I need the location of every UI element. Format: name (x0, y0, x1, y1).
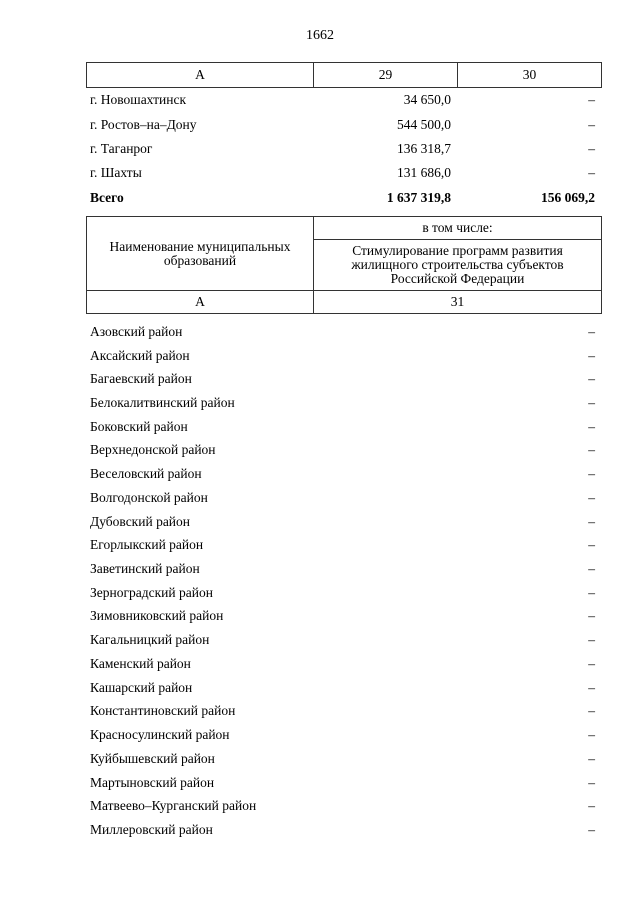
table-row (86, 320, 601, 344)
value-col-31: – (588, 774, 595, 790)
table-row (86, 628, 601, 652)
table-row (86, 161, 601, 185)
municipality-name: г. Ростов–на–Дону (90, 116, 197, 132)
column-header-table (86, 62, 602, 88)
value-col-31: – (588, 703, 595, 719)
municipality-name: Верхнедонской район (90, 442, 216, 458)
value-col-31: – (588, 750, 595, 766)
table-row (86, 557, 601, 581)
municipality-name: Дубовский район (90, 513, 191, 529)
value-col-31: – (588, 821, 595, 837)
table-row (86, 818, 601, 842)
table-row (86, 137, 601, 161)
municipality-name: Боковский район (90, 418, 188, 434)
data-table-top (86, 88, 601, 210)
value-col-30: – (588, 165, 595, 181)
table-row (86, 723, 601, 747)
value-col-30: – (588, 92, 595, 108)
value-col-31: – (588, 489, 595, 505)
table-row (86, 439, 601, 463)
value-col-31: – (588, 323, 595, 339)
table-row (86, 186, 601, 210)
table-row (86, 533, 601, 557)
table-row (86, 747, 601, 771)
value-col-29: 1 637 319,8 (386, 189, 451, 205)
value-col-31: – (588, 418, 595, 434)
table-row (86, 581, 601, 605)
table-row (86, 88, 601, 112)
value-col-31: – (588, 442, 595, 458)
table-row (86, 605, 601, 629)
value-col-31: – (588, 513, 595, 529)
municipality-name: Всего (90, 189, 124, 205)
municipality-name: Куйбышевский район (90, 750, 215, 766)
municipality-name: Каменский район (90, 655, 191, 671)
municipality-name: Багаевский район (90, 371, 192, 387)
value-col-31: – (588, 727, 595, 743)
header-col-a: А (87, 63, 314, 88)
table-row (86, 486, 601, 510)
header2-col-a: А (87, 291, 314, 314)
municipality-name: г. Таганрог (90, 140, 153, 156)
municipality-name: Красносулинский район (90, 727, 230, 743)
municipality-name: Веселовский район (90, 466, 202, 482)
value-col-29: 544 500,0 (397, 116, 451, 132)
value-col-31: – (588, 655, 595, 671)
value-col-29: 131 686,0 (397, 165, 451, 181)
municipality-name: Миллеровский район (90, 821, 213, 837)
municipality-name: Белокалитвинский район (90, 395, 235, 411)
value-col-31: – (588, 679, 595, 695)
municipality-name: Заветинский район (90, 561, 200, 577)
table-row (86, 771, 601, 795)
municipality-name-header: Наименование муниципальных образований (87, 217, 314, 291)
table-row (86, 652, 601, 676)
table-row (86, 415, 601, 439)
value-col-31: – (588, 347, 595, 363)
municipality-name: Мартыновский район (90, 774, 215, 790)
value-col-29: 136 318,7 (397, 140, 451, 156)
value-col-29: 34 650,0 (403, 92, 451, 108)
header-col-30: 30 (458, 63, 602, 88)
table-row (86, 700, 601, 724)
municipality-name: Зерноградский район (90, 584, 213, 600)
table-row (86, 367, 601, 391)
value-col-30: – (588, 140, 595, 156)
municipality-name: Кашарский район (90, 679, 193, 695)
municipality-name: Матвеево–Курганский район (90, 798, 257, 814)
value-col-31: – (588, 561, 595, 577)
value-col-31: – (588, 608, 595, 624)
value-col-31: – (588, 466, 595, 482)
table-row (86, 391, 601, 415)
table-row (86, 794, 601, 818)
municipality-name: Зимовниковский район (90, 608, 224, 624)
page-number: 1662 (306, 28, 334, 43)
table-row (86, 112, 601, 136)
including-header: в том числе: (314, 217, 602, 240)
value-col-31: – (588, 395, 595, 411)
value-col-31: – (588, 632, 595, 648)
header-col-29: 29 (314, 63, 458, 88)
value-col-31: – (588, 371, 595, 387)
data-table-bottom (86, 320, 601, 842)
table-row (86, 462, 601, 486)
municipality-name: Константиновский район (90, 703, 236, 719)
value-col-30: – (588, 116, 595, 132)
municipality-name: г. Новошахтинск (90, 92, 186, 108)
program-description-header: Стимулирование программ развития жилищного строительства субъектов Российской Федерации (314, 240, 602, 291)
table-row (86, 676, 601, 700)
value-col-31: – (588, 537, 595, 553)
municipality-name: Кагальницкий район (90, 632, 210, 648)
municipality-name: Егорлыкский район (90, 537, 204, 553)
municipality-name: Аксайский район (90, 347, 190, 363)
column-header-row (87, 63, 602, 88)
value-col-30: 156 069,2 (541, 189, 595, 205)
municipality-name: Азовский район (90, 323, 183, 339)
municipality-name: Волгодонской район (90, 489, 208, 505)
table-row (86, 510, 601, 534)
value-col-31: – (588, 798, 595, 814)
column-header-table-2 (86, 216, 602, 314)
table-row (86, 344, 601, 368)
value-col-31: – (588, 584, 595, 600)
municipality-name: г. Шахты (90, 165, 142, 181)
header2-col-31: 31 (314, 291, 602, 314)
